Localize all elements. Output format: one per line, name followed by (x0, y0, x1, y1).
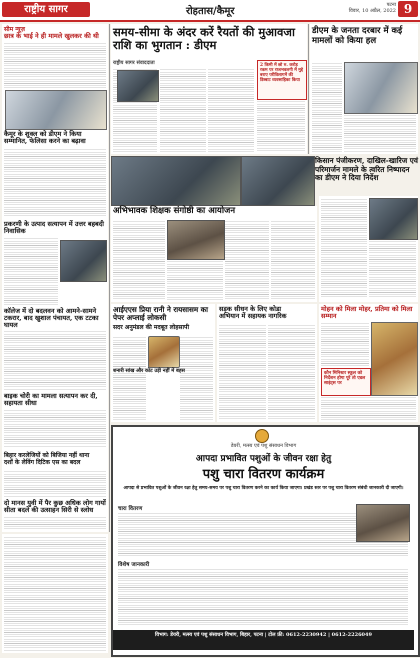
officer-portrait (148, 336, 180, 368)
lead-photo-small (117, 70, 159, 102)
right-top-text-2 (344, 114, 416, 152)
lead-pull-quote (257, 60, 307, 100)
left-text-4 (4, 330, 106, 390)
left-text-6 (4, 470, 106, 498)
mid-left-photo (167, 220, 225, 260)
ad-tagline: आपदा प्रभावित पशुओं के जीवन रक्षा हेतु (195, 454, 332, 464)
mid-left-text-1 (113, 220, 165, 300)
right-top-photo (344, 62, 418, 114)
column-divider-mid (308, 24, 309, 154)
mid-right-headline: किसान पंजीकरण, दाखिल-खारिज एवं परिमार्जन मामले के त्वरित निष्पादन का डीएम ने दिया निर्देश (315, 156, 418, 183)
lower-3-text (321, 322, 369, 366)
mid-right-text-2 (369, 240, 416, 298)
lower-3-callout-text: कौन मिनिस्टर स्कूल को निर्देशन होगा पूरे तो एडल साइंट्स पर (324, 371, 366, 386)
left-headline-4: कॉलेज में दो बदलवन को आमने-सामने टकरार, बाद खुशाल पंचायत, एक टटका घायल (4, 307, 99, 329)
lower-2-text-2 (268, 324, 315, 420)
page-number: 9 (398, 1, 418, 17)
lower-3-callout (321, 368, 371, 396)
meeting-photo-left (111, 156, 241, 206)
mid-left-text-3 (225, 220, 269, 300)
mid-right-text (321, 198, 367, 298)
section-label: सीम न्यूज़ (4, 26, 25, 33)
ad-org: डेयरी, मत्स्य एवं पशु संसाधन विभाग (230, 443, 297, 449)
lead-headline: समय-सीमा के अंदर करें रैयतों की मुआवजा राशि का भुगतान : डीएम (113, 25, 295, 53)
ad-section-2: विशेष जानकारी (118, 562, 150, 568)
left-headline-7b: सीता बदले की उत्साहन सिरी से स्लोध (4, 506, 94, 514)
left-headline-7 (4, 500, 106, 514)
lower-1-headline (113, 306, 213, 331)
left-text-7 (4, 516, 106, 530)
left-headline-1: छात्र के भाई ने ही मामले खुलकर की थी (4, 32, 99, 40)
lower-2-headline (219, 306, 315, 320)
lower-1-text-2 (180, 336, 213, 420)
newspaper-brand: राष्ट्रीय सागर (2, 2, 90, 17)
mid-left-headline: अभिभावक शिक्षक संगोष्ठी का आयोजन (113, 206, 236, 216)
left-headline-3: प्रकरणी के उत्पाद सत्यापन में उत्तर बहबदी निवासिक (4, 220, 104, 235)
lead-pull-quote-text: 2 किमी में छो रु. करोड़ रकम पर राजभवलगी में मुद्दे बराए परीविलागमें की डिब्बाट व्यवसाहिका किया (260, 63, 303, 83)
left-headline-6 (4, 452, 106, 466)
ad-footer: विभाग: डेयरी, मत्स्य एवं पशु संसाधन विभाग, बिहार, पटना | टोल फ्री: 0612-2230942 | 0612-2226049 (113, 630, 414, 650)
lead-text-3 (208, 68, 254, 152)
left-text-3 (4, 237, 58, 305)
lower-1-text (113, 336, 146, 420)
left-headline-6b: दशों के लेविंग दिटिक एस का बदल (4, 459, 81, 466)
column-divider-left (109, 24, 110, 532)
lower-2-headline-a: सड़क सीधन के लिए कोडा (219, 305, 282, 313)
ad-photo-1 (356, 504, 410, 542)
left-headline-2a: कैमूर के शुक्ल को डीएम ने किया (4, 130, 82, 138)
left-headline-5: बाइक चोरी का मामला सत्यापन कर दी, सहायता सीधा (4, 392, 98, 407)
mid-right-photo (369, 198, 418, 240)
ad-section-1: चारा वितरण (118, 506, 143, 512)
left-headline-2b: सम्मानित, फेलिसा करने का बढ़ावा (4, 137, 86, 145)
lower-1-headline-b: सदर अनुमंडल की मदबूत लोहसापी (113, 323, 189, 331)
left-bottom-text (4, 536, 106, 651)
left-headline-6a: बिहार करलेजियों को बिजिया नहीं थाना (4, 452, 90, 459)
left-headline-7a: दो मानस युवी में पैर कुछ अधिक लोग गायों (4, 499, 106, 507)
lead-text-2 (160, 68, 206, 152)
edition-city: रोहतास/कैमूर (186, 6, 235, 17)
edition-date: पटना विवार, 10 अप्रैल, 2022 (348, 2, 396, 14)
lower-2-text (219, 324, 266, 420)
ad-intro: आपदा से प्रभावित पशुओं के जीवन रक्षा हेतु समय-समय पर पशु चारा वितरण करने का कार्य किया जाएगा। प्रखंड स्तर पर पशु चारा वितरण संबंधी जानकारी दी जाएगी। (123, 486, 404, 491)
mid-left-text-4 (271, 220, 315, 300)
lower-3-text-2 (321, 396, 416, 420)
lower-3-headline: मोहन को मिला मोहर, प्रतिमा को मिला सम्मान (321, 305, 413, 320)
left-text-1 (4, 42, 106, 88)
ad-emblem (255, 429, 269, 443)
lead-text-4 (257, 100, 305, 152)
left-text-2 (4, 148, 106, 218)
left-photo-1 (5, 90, 107, 130)
lower-2-headline-b: अभियान में सहायक नागरिक (219, 312, 287, 320)
left-photo-2 (60, 240, 107, 282)
lower-3-photo (371, 322, 418, 396)
left-text-5 (4, 409, 106, 447)
lead-byline: राष्ट्रीय सागर संवाददाता (113, 60, 155, 66)
right-top-text-1 (312, 62, 342, 152)
masthead (0, 0, 420, 22)
meeting-photo-right (241, 156, 315, 206)
lower-1-subhead: शनारी सांख और कोट उड़ी नहीं में बहस (113, 368, 185, 374)
right-top-headline: डीएम के जनता दरबार में कई मामलों को किया हल (312, 26, 403, 46)
lower-1-headline-a: आईएएस प्रिया रानी ने रायसासम का पेपर अप्लाई लोकसी (113, 305, 209, 323)
left-headline-2 (4, 131, 106, 145)
ad-body-2 (118, 568, 408, 626)
ad-title: पशु चारा वितरण कार्यक्रम (202, 467, 325, 482)
mid-left-text-2 (167, 260, 223, 300)
